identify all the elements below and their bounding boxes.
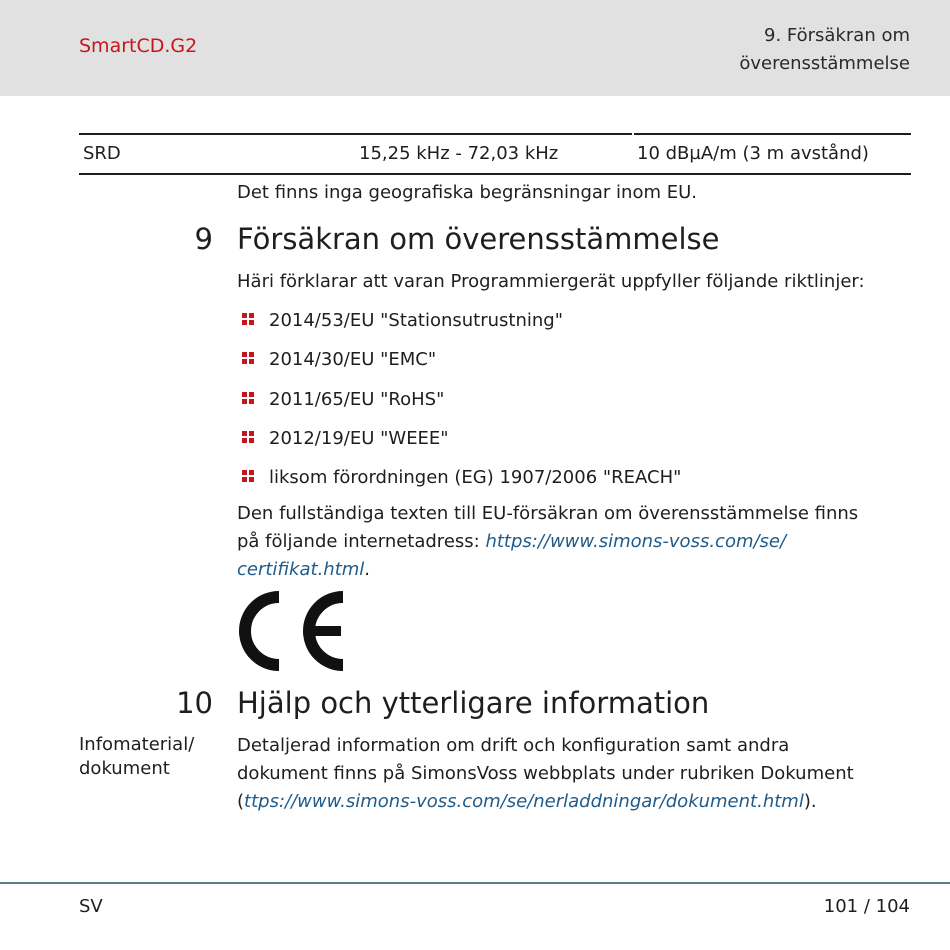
section-10-body: [237, 732, 897, 816]
fulltext-paragraph: [237, 500, 897, 584]
table-cell-band: SRD: [83, 143, 121, 164]
section-10-title: Hjälp och ytterligare information: [237, 686, 710, 720]
list-item: [240, 386, 681, 425]
list-item: [240, 464, 681, 503]
directive-list: [240, 307, 681, 503]
fulltext-line1: Den fullständiga texten till EU-försäkran om överensstämmelse finns: [237, 503, 859, 524]
frequency-table-row: [79, 133, 911, 175]
chapter-title-line1: 9. Försäkran om: [764, 25, 910, 46]
fulltext-line3: [237, 556, 897, 584]
directive-text: 2012/19/EU "WEEE": [269, 427, 449, 449]
footer-language: SV: [79, 896, 103, 917]
fulltext-period: .: [364, 559, 371, 580]
section-9-title: Försäkran om överensstämmelse: [237, 222, 720, 256]
red-square-bullet-icon: [242, 431, 255, 444]
directive-text: 2011/65/EU "RoHS": [269, 388, 445, 410]
red-square-bullet-icon: [242, 392, 255, 405]
directive-text: 2014/53/EU "Stationsutrustning": [269, 310, 563, 331]
chapter-title-line2: överensstämmelse: [739, 53, 910, 74]
section-9-number: 9: [194, 222, 213, 256]
paren-open: (: [237, 791, 245, 812]
certificate-link[interactable]: https://www.simons-voss.com/se/: [485, 531, 787, 552]
body-line2: dokument finns på SimonsVoss webbplats under rubriken Dokument: [237, 763, 854, 784]
list-item: [240, 425, 681, 464]
ce-mark-logo: [237, 591, 347, 671]
chapter-title: [650, 22, 910, 78]
red-square-bullet-icon: [242, 352, 255, 365]
side-note: [79, 733, 219, 781]
table-column-gap: [632, 133, 634, 135]
footer-page-number: 101 / 104: [823, 896, 910, 917]
documents-link[interactable]: ttps://www.simons-voss.com/se/nerladdningar/dokument.html: [244, 791, 804, 812]
red-square-bullet-icon: [242, 470, 255, 483]
side-note-line2: dokument: [79, 758, 170, 779]
section-10-number: 10: [176, 686, 213, 720]
directive-text: 2014/30/EU "EMC": [269, 349, 437, 371]
fulltext-prefix: på följande internetadress:: [237, 531, 486, 552]
footer-divider: [0, 882, 950, 884]
section-9-intro: Häri förklarar att varan Programmiergerät uppfyller följande riktlinjer:: [237, 271, 865, 292]
fulltext-line2: [237, 528, 897, 556]
body-line1: Detaljerad information om drift och konfiguration samt andra: [237, 735, 790, 756]
side-note-line1: Infomaterial/: [79, 734, 195, 755]
paren-close: ).: [803, 791, 817, 812]
directive-text: liksom förordningen (EG) 1907/2006 "REACH": [269, 467, 682, 489]
list-item: [240, 346, 681, 385]
brand-name: SmartCD.G2: [79, 35, 198, 57]
red-square-bullet-icon: [242, 313, 255, 326]
geo-note: Det finns inga geografiska begränsningar inom EU.: [237, 182, 697, 203]
list-item: [240, 307, 681, 346]
table-cell-frequency: 15,25 kHz - 72,03 kHz: [359, 143, 559, 164]
table-cell-power: 10 dBµA/m (3 m avstånd): [637, 143, 869, 164]
page-header: [0, 0, 950, 96]
certificate-link-continued[interactable]: certifikat.html: [237, 559, 365, 580]
body-line3: [237, 788, 897, 816]
